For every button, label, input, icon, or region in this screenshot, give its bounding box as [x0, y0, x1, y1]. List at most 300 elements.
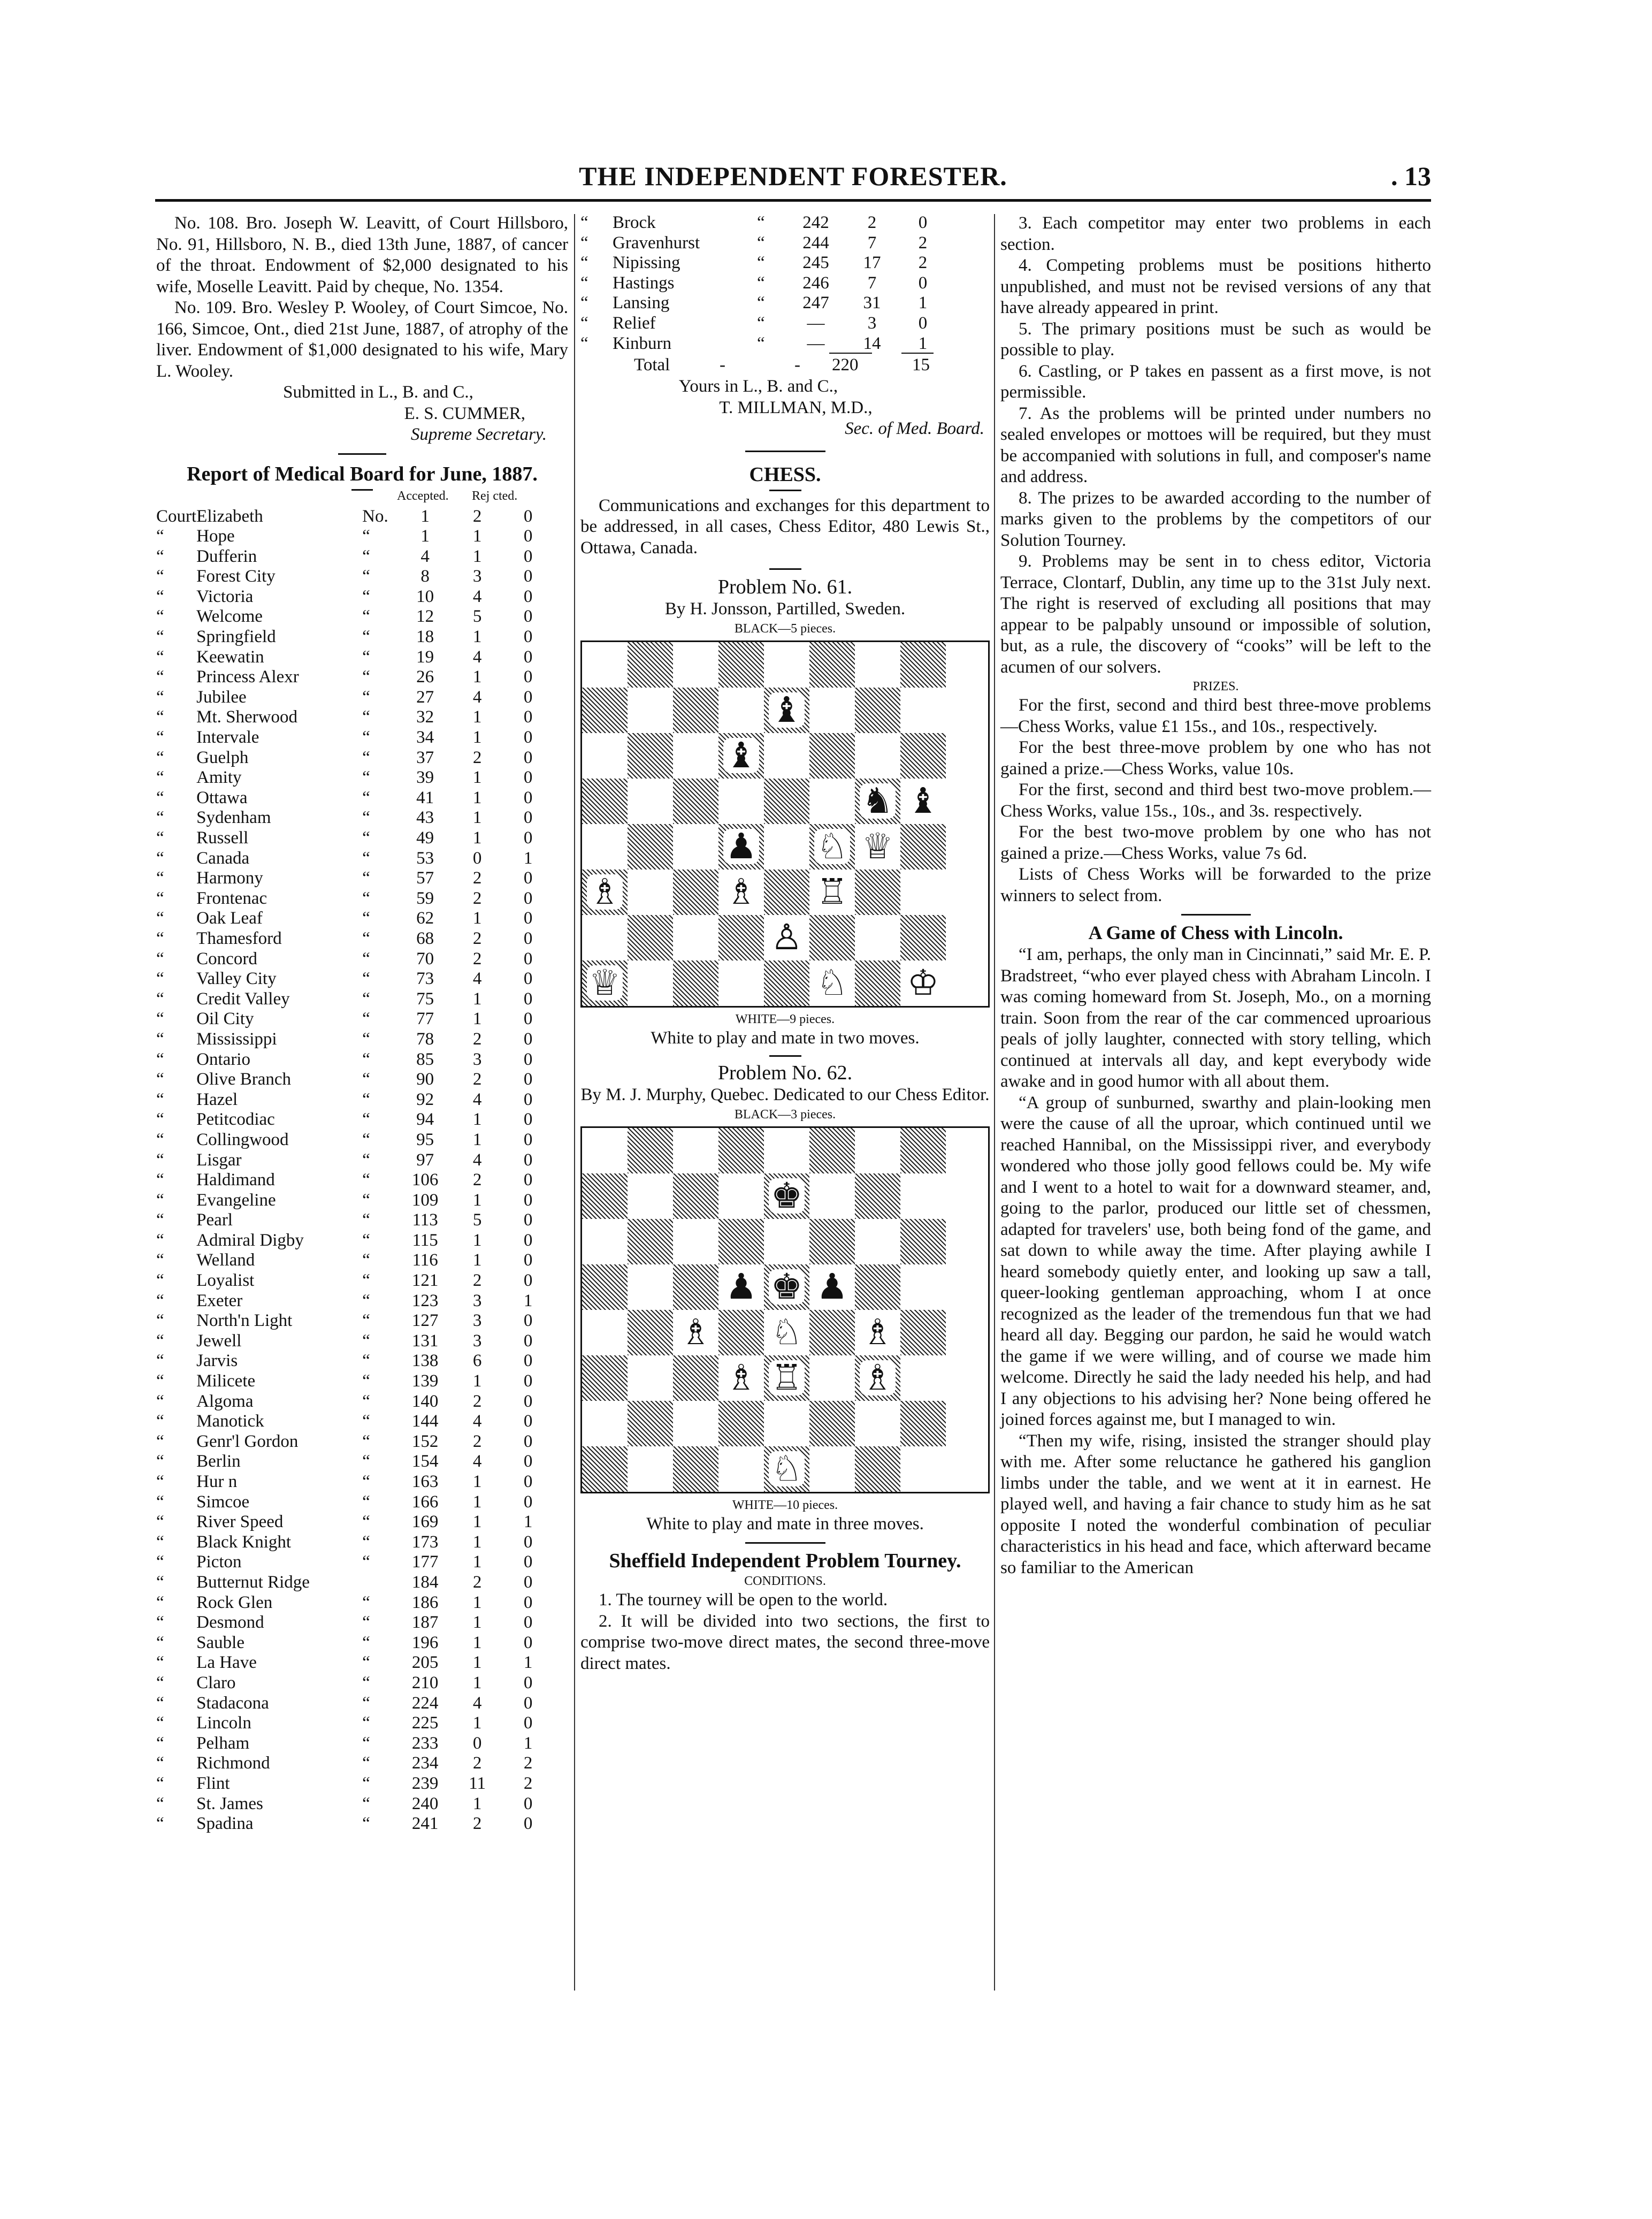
table-row: [156, 1231, 552, 1251]
court-name: Ottawa: [196, 788, 248, 807]
board-square: [764, 1219, 809, 1264]
quote-mark: “: [156, 1472, 164, 1491]
prize-3: For the first, second and third best two-move problem.—Chess Works, value 15s., 10s., and 3s. respectively.: [1000, 780, 1431, 821]
court-name: Black Knight: [196, 1532, 292, 1552]
board-square: [718, 960, 764, 1006]
problem-61-author: By H. Jonsson, Partilled, Sweden.: [664, 599, 906, 619]
court-name: Haldimand: [196, 1170, 275, 1190]
accepted-count: 17: [863, 253, 881, 273]
court-name: Russell: [196, 828, 249, 848]
condition-5: 5. The primary positions must be such as would be possible to play.: [1000, 319, 1431, 360]
accepted-count: 1: [472, 1250, 482, 1270]
condition-7: 7. As the problems will be printed under numbers no sealed envelopes or mottoes will be required, but they must be accompanied with solutions in full, and composer's name and address.: [1000, 403, 1431, 486]
quote-mark: “: [156, 1271, 164, 1291]
board-square: [628, 824, 673, 870]
board-square: [582, 733, 628, 779]
ditto-mark: “: [362, 1814, 370, 1834]
ditto-mark: “: [362, 768, 370, 788]
board-square: [855, 960, 900, 1006]
quote-mark: “: [580, 253, 588, 273]
board-square: [673, 642, 718, 688]
ditto-mark: “: [362, 1009, 370, 1029]
rejected-count: 0: [523, 1049, 533, 1069]
court-number: 113: [412, 1210, 438, 1230]
board-square: [673, 1264, 718, 1310]
no-label: No.: [362, 506, 388, 526]
rejected-count: 0: [523, 1210, 533, 1230]
accepted-count: 2: [472, 1170, 482, 1190]
accepted-count: 2: [472, 868, 482, 888]
rejected-count: 0: [523, 1613, 533, 1633]
rejected-count: 0: [523, 1532, 533, 1552]
court-number: 169: [411, 1512, 439, 1532]
court-name: Genr'l Gordon: [196, 1431, 299, 1451]
quote-mark: “: [156, 1291, 164, 1310]
accepted-count: 1: [472, 627, 482, 647]
court-name: River Speed: [196, 1512, 284, 1532]
board-square: [718, 1310, 764, 1355]
board-square: [809, 915, 855, 960]
problem-62-task: White to play and mate in three moves.: [646, 1514, 924, 1534]
rejected-count: 0: [523, 1089, 533, 1109]
court-number: 27: [416, 687, 434, 707]
quote-mark: “: [156, 1512, 164, 1532]
rejected-count: 0: [523, 1592, 533, 1612]
table-row: [156, 1694, 552, 1714]
problem-62-black: BLACK—3 pieces.: [734, 1107, 836, 1122]
black-knight-icon: ♞: [860, 783, 896, 819]
ditto-mark: “: [362, 748, 370, 767]
accepted-count: 3: [472, 1331, 482, 1351]
court-name: Guelph: [196, 748, 249, 767]
board-square: [900, 960, 946, 1006]
ditto-mark: “: [362, 1210, 370, 1230]
accepted-count: 2: [472, 506, 482, 526]
quote-mark: “: [156, 1070, 164, 1089]
court-name: Welcome: [196, 607, 263, 627]
table-row: [156, 707, 552, 728]
court-number: 152: [411, 1431, 439, 1451]
quote-mark: “: [156, 1230, 164, 1250]
board-square: [718, 1446, 764, 1492]
court-number: 247: [802, 293, 829, 313]
ditto-mark: “: [362, 1371, 370, 1391]
ditto-mark: “: [757, 313, 765, 333]
accepted-count: 1: [472, 1552, 482, 1572]
rejected-count: 0: [523, 788, 533, 807]
court-number: 166: [411, 1492, 439, 1512]
court-number: 68: [416, 928, 434, 948]
table-row: [156, 507, 552, 527]
death-notice: No. 109. Bro. Wesley P. Wooley, of Court Simcoe, No. 166, Simcoe, Ont., died 21st June, 1887, of atrophy of the liver. Endowment of $1,000 designated to his wife, Mary L. Wooley.: [156, 298, 568, 381]
court-number: 241: [411, 1814, 439, 1834]
court-name: Hur n: [196, 1472, 238, 1491]
board-square: [582, 1401, 628, 1446]
ditto-mark: “: [362, 808, 370, 828]
court-number: 121: [411, 1271, 439, 1291]
board-square: [809, 733, 855, 779]
rejected-count: 0: [523, 1472, 533, 1491]
board-square: [855, 824, 900, 870]
ditto-mark: “: [362, 627, 370, 647]
ditto-mark: “: [362, 546, 370, 566]
section-rule: [769, 568, 801, 570]
black-bishop-icon: ♝: [769, 692, 805, 728]
white-bishop-icon: ♗: [587, 874, 623, 910]
quote-mark: “: [156, 1753, 164, 1773]
table-row: [156, 1412, 552, 1432]
ditto-mark: “: [757, 273, 765, 293]
total-dash: -: [720, 355, 725, 375]
board-square: [809, 779, 855, 824]
ditto-mark: “: [362, 1452, 370, 1471]
accepted-count: 1: [472, 667, 482, 687]
chess-heading: CHESS.: [749, 463, 821, 486]
court-name: Spadina: [196, 1814, 254, 1834]
rejected-count: 0: [523, 1029, 533, 1049]
ditto-mark: “: [362, 687, 370, 707]
court-name: Kinburn: [613, 333, 671, 353]
court-name: Pearl: [196, 1210, 233, 1230]
quote-mark: “: [156, 567, 164, 586]
quote-mark: “: [156, 1532, 164, 1552]
section-rule: [769, 490, 801, 491]
quote-mark: “: [156, 949, 164, 969]
court-name: Valley City: [196, 969, 277, 989]
submitted-line: Submitted in L., B. and C.,: [283, 383, 473, 402]
quote-mark: “: [156, 1613, 164, 1633]
table-row: [156, 989, 552, 1010]
court-number: 57: [416, 868, 434, 888]
board-square: [673, 1446, 718, 1492]
court-number: 77: [416, 1009, 434, 1029]
board-square: [900, 733, 946, 779]
court-name: Amity: [196, 768, 242, 788]
board-square: [900, 915, 946, 960]
accepted-count: 2: [472, 928, 482, 948]
black-king-icon: ♚: [769, 1178, 805, 1214]
court-name: Hope: [196, 527, 235, 546]
problem-61-black: BLACK—5 pieces.: [734, 621, 836, 636]
rejected-count: 1: [523, 1733, 533, 1753]
lincoln-paragraph: “Then my wife, rising, insisted the stranger should play with me. After some reluctance he gathered his ganglion limbs under the table, and we went at it in earnest. He played well, and having a fair chance to study him as he sat opposite I noted the wonderful combination of peculiar characteristics in his head and face, which afterward became so familiar to the American: [1000, 1431, 1431, 1577]
accepted-count: 2: [472, 1431, 482, 1451]
rejected-count: 0: [523, 667, 533, 687]
quote-mark: “: [156, 707, 164, 727]
ditto-mark: “: [362, 909, 370, 928]
court-number: 19: [416, 647, 434, 667]
court-number: 163: [411, 1472, 439, 1491]
court-number: 246: [802, 273, 829, 293]
rejected-count: 0: [523, 1572, 533, 1592]
accepted-count: 5: [472, 1210, 482, 1230]
rejected-count: 0: [523, 627, 533, 647]
board-square: [764, 1355, 809, 1401]
table-row: [156, 1009, 552, 1030]
quote-mark: “: [156, 1170, 164, 1190]
rejected-count: 2: [523, 1753, 533, 1773]
rejected-count: 2: [918, 233, 928, 253]
problem-61-title: Problem No. 61.: [717, 576, 853, 599]
table-row: [156, 1271, 552, 1291]
court-number: 225: [411, 1713, 439, 1733]
table-row: [156, 1653, 552, 1673]
table-row: [156, 828, 552, 849]
accepted-count: 4: [472, 586, 482, 606]
ditto-mark: “: [362, 1733, 370, 1753]
ditto-mark: “: [757, 293, 765, 313]
rejected-count: 0: [523, 1070, 533, 1089]
quote-mark: “: [156, 1633, 164, 1652]
court-number: 97: [416, 1150, 434, 1170]
court-name: Welland: [196, 1250, 255, 1270]
table-row: [156, 1593, 552, 1613]
ditto-mark: “: [362, 707, 370, 727]
court-number: 62: [416, 909, 434, 928]
table-row: [156, 1713, 552, 1734]
court-number: 115: [412, 1230, 438, 1250]
table-row: [156, 587, 552, 607]
accepted-count: 3: [472, 1049, 482, 1069]
ditto-mark: “: [757, 253, 765, 273]
accepted-count: 4: [472, 1150, 482, 1170]
quote-mark: “: [156, 1572, 164, 1592]
court-number: 39: [416, 768, 434, 788]
ditto-mark: “: [362, 928, 370, 948]
court-name: Concord: [196, 949, 257, 969]
white-knight-icon: ♘: [814, 829, 850, 864]
court-name: Collingwood: [196, 1130, 289, 1149]
rejected-count: 0: [523, 1170, 533, 1190]
table-row: [156, 1774, 552, 1794]
accepted-count: 2: [472, 1814, 482, 1834]
table-row: [156, 929, 552, 949]
quote-mark: “: [156, 1210, 164, 1230]
accepted-count: 1: [472, 1653, 482, 1673]
ditto-mark: “: [362, 868, 370, 888]
court-number: 78: [416, 1029, 434, 1049]
court-name: Frontenac: [196, 888, 267, 908]
accepted-count: 1: [472, 728, 482, 748]
accepted-count: 1: [472, 1371, 482, 1391]
court-name: Rock Glen: [196, 1592, 273, 1612]
rejected-count: 0: [523, 828, 533, 848]
court-name: Claro: [196, 1673, 236, 1692]
board-square: [628, 779, 673, 824]
court-name: Simcoe: [196, 1492, 250, 1512]
board-square: [809, 1219, 855, 1264]
ditto-mark: “: [362, 1391, 370, 1411]
court-number: 239: [411, 1773, 439, 1793]
accepted-count: 4: [472, 647, 482, 667]
ditto-mark: “: [362, 1472, 370, 1491]
court-name: Jewell: [196, 1331, 242, 1351]
table-row: [156, 1331, 552, 1352]
table-row: [156, 527, 552, 547]
court-number: 233: [411, 1733, 439, 1753]
board-square: [855, 1401, 900, 1446]
court-number: 140: [411, 1391, 439, 1411]
board-square: [718, 870, 764, 915]
court-number: 196: [411, 1633, 439, 1652]
board-square: [900, 1219, 946, 1264]
court-name: Desmond: [196, 1613, 264, 1633]
quote-mark: “: [156, 1029, 164, 1049]
accepted-count: 2: [472, 1753, 482, 1773]
ditto-mark: “: [362, 1250, 370, 1270]
table-row: [156, 1753, 552, 1774]
quote-mark: “: [156, 1110, 164, 1130]
board-square: [900, 1355, 946, 1401]
board-square: [673, 1310, 718, 1355]
court-name: Butternut Ridge: [196, 1572, 310, 1592]
court-name: Canada: [196, 848, 250, 868]
accepted-count: 2: [472, 1572, 482, 1592]
rejected-count: 0: [523, 647, 533, 667]
table-row: [156, 547, 552, 567]
ditto-mark: “: [362, 1653, 370, 1673]
ditto-mark: “: [362, 527, 370, 546]
accepted-header: Accepted.: [397, 489, 449, 503]
white-bishop-icon: ♗: [723, 874, 759, 910]
board-square: [764, 1173, 809, 1219]
table-row: [156, 909, 552, 929]
quote-mark: “: [156, 1673, 164, 1692]
board-square: [628, 1401, 673, 1446]
black-king-icon: ♚: [769, 1269, 805, 1305]
accepted-count: 1: [472, 808, 482, 828]
board-square: [855, 1264, 900, 1310]
board-square: [628, 1173, 673, 1219]
accepted-count: 1: [472, 989, 482, 1009]
rejected-count: 0: [523, 1452, 533, 1471]
board-square: [673, 1219, 718, 1264]
page-number: . 13: [1391, 161, 1431, 191]
total-rejected: 15: [912, 355, 930, 375]
quote-mark: “: [156, 546, 164, 566]
ditto-mark: “: [362, 828, 370, 848]
table-row: [156, 1432, 552, 1452]
board-square: [718, 915, 764, 960]
table-row: [156, 1472, 552, 1492]
board-square: [855, 642, 900, 688]
board-square: [855, 870, 900, 915]
ditto-mark: “: [362, 1130, 370, 1149]
rejected-count: 2: [918, 253, 928, 273]
board-square: [855, 1128, 900, 1173]
rejected-count: 0: [523, 1371, 533, 1391]
accepted-count: 4: [472, 969, 482, 989]
rejected-count: 0: [523, 1110, 533, 1130]
court-name: Credit Valley: [196, 989, 290, 1009]
court-name: Petitcodiac: [196, 1110, 275, 1130]
ditto-mark: “: [362, 1089, 370, 1109]
condition-6: 6. Castling, or P takes en passent as a first move, is not permissible.: [1000, 361, 1431, 402]
ditto-mark: “: [362, 1070, 370, 1089]
white-bishop-icon: ♗: [860, 1315, 896, 1350]
accepted-count: 7: [867, 233, 877, 253]
accepted-count: 0: [472, 848, 482, 868]
table-row: [156, 1311, 552, 1331]
court-number: 85: [416, 1049, 434, 1069]
accepted-count: 1: [472, 1673, 482, 1692]
court-number: 144: [411, 1412, 439, 1431]
ditto-mark: “: [362, 969, 370, 989]
middle-column: [580, 213, 990, 1674]
white-bishop-icon: ♗: [723, 1360, 759, 1396]
accepted-count: 3: [867, 313, 877, 333]
ditto-mark: “: [362, 1532, 370, 1552]
rejected-count: 0: [523, 586, 533, 606]
board-square: [900, 1128, 946, 1173]
board-square: [809, 960, 855, 1006]
prize-note: Lists of Chess Works will be forwarded to the prize winners to select from.: [1000, 865, 1431, 905]
signer-name: T. MILLMAN, M.D.,: [719, 398, 873, 417]
quote-mark: “: [156, 1371, 164, 1391]
table-row: [156, 1613, 552, 1633]
rejected-header: Rej cted.: [472, 489, 518, 503]
accepted-count: 2: [472, 1271, 482, 1291]
ditto-mark: “: [362, 1190, 370, 1210]
report-title: Report of Medical Board for June, 1887.: [187, 462, 538, 485]
court-name: Jarvis: [196, 1351, 238, 1371]
chess-intro: Communications and exchanges for this department to be addressed, in all cases, Chess Editor, 480 Lewis St., Ottawa, Canada.: [580, 495, 990, 558]
table-row: [156, 1210, 552, 1231]
quote-mark: “: [156, 1794, 164, 1813]
table-row: [156, 1070, 552, 1090]
quote-mark: “: [156, 728, 164, 748]
quote-mark: “: [156, 607, 164, 627]
problem-62-author: By M. J. Murphy, Quebec. Dedicated to our Chess Editor.: [580, 1085, 990, 1105]
column-divider: [574, 214, 575, 1991]
chess-board-61: [580, 640, 990, 1008]
table-row: [580, 334, 944, 354]
board-square: [582, 642, 628, 688]
accepted-count: 2: [472, 949, 482, 969]
court-name: Nipissing: [613, 253, 680, 273]
table-row: [156, 1573, 552, 1593]
court-number: 123: [411, 1291, 439, 1310]
board-square: [855, 1355, 900, 1401]
prize-4: For the best two-move problem by one who has not gained a prize.—Chess Works, value 7s 6d.: [1000, 822, 1431, 863]
accepted-count: 11: [469, 1773, 486, 1793]
ditto-mark: “: [362, 888, 370, 908]
table-row: [156, 1512, 552, 1532]
rejected-count: 1: [918, 293, 928, 313]
court-name: Keewatin: [196, 647, 264, 667]
court-number: 234: [411, 1753, 439, 1773]
rejected-count: 0: [523, 607, 533, 627]
board-square: [582, 688, 628, 733]
quote-mark: “: [156, 667, 164, 687]
board-square: [900, 642, 946, 688]
white-knight-icon: ♘: [769, 1451, 805, 1486]
board-square: [582, 1173, 628, 1219]
ditto-mark: “: [362, 586, 370, 606]
column-divider: [994, 214, 995, 1991]
totals-row: [580, 355, 990, 376]
medical-board-table-continued: [580, 213, 944, 354]
rejected-count: 0: [523, 928, 533, 948]
quote-mark: “: [156, 1412, 164, 1431]
court-number: 244: [802, 233, 829, 253]
total-label: Total: [634, 355, 670, 375]
accepted-count: 2: [867, 213, 877, 232]
board-square: [628, 1219, 673, 1264]
rejected-count: 2: [523, 1773, 533, 1793]
accepted-count: 2: [472, 1070, 482, 1089]
ditto-mark: “: [362, 1613, 370, 1633]
